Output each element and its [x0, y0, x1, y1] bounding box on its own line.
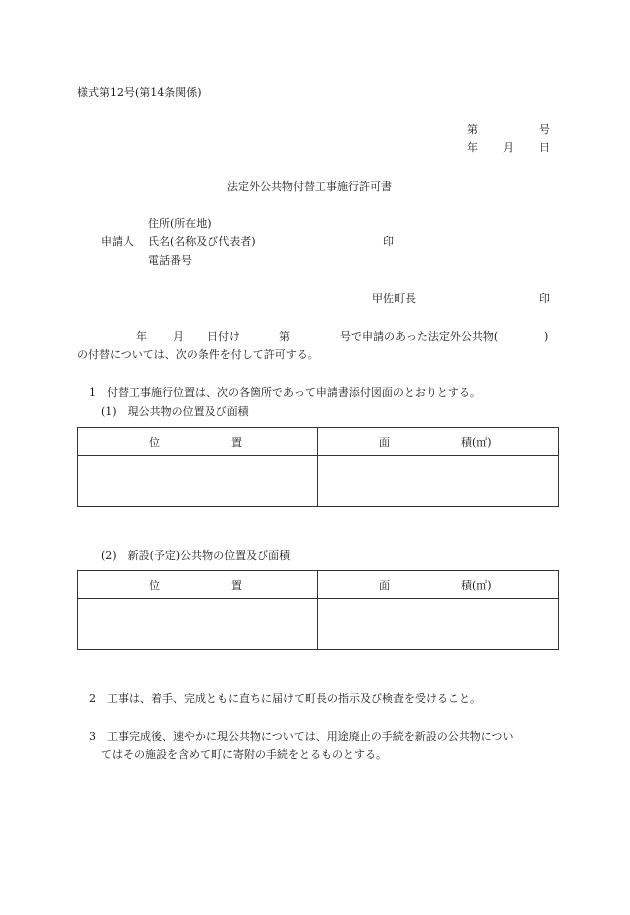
condition-3-line1: 3 工事完成後、速やかに現公共物については、用途廃止の手続を新設の公共物につい — [89, 730, 514, 743]
body-year: 年 — [136, 330, 147, 343]
number-dai: 第 — [467, 123, 478, 136]
issuer-name: 甲佐町長 — [372, 292, 416, 305]
date-day: 日 — [539, 141, 550, 154]
form-number: 様式第12号(第14条関係) — [77, 86, 202, 99]
body-dai: 第 — [279, 330, 290, 343]
body-line2: の付替については、次の条件を付して許可する。 — [77, 348, 319, 361]
current-position-cell[interactable] — [78, 456, 318, 507]
header-area — [318, 428, 559, 456]
applicant-phone: 電話番号 — [148, 254, 192, 267]
number-go: 号 — [539, 123, 550, 136]
header-area — [318, 571, 559, 599]
header-position — [78, 571, 318, 599]
new-area-cell[interactable] — [318, 599, 559, 650]
header-area-b: 積(㎡) — [461, 435, 492, 449]
condition-2: 2 工事は、着手、完成ともに直ちに届けて町長の指示及び検査を受けること。 — [89, 692, 481, 705]
header-position-a: 位 — [149, 578, 160, 592]
applicant-label: 申請人 — [101, 235, 134, 248]
body-text1: 号で申請のあった法定外公共物( — [340, 330, 499, 343]
applicant-address: 住所(所在地) — [148, 217, 212, 230]
condition-3-line2: てはその施設を含めて町に寄附の手続をとるものとする。 — [101, 748, 387, 761]
header-area-a: 面 — [379, 435, 390, 449]
body-close-paren: ) — [544, 330, 549, 343]
new-facility-table — [77, 570, 559, 650]
header-area-b: 積(㎡) — [461, 578, 492, 592]
issuer-seal: 印 — [539, 292, 550, 305]
applicant-seal: 印 — [383, 235, 394, 248]
document-title: 法定外公共物付替工事施行許可書 — [227, 180, 392, 193]
header-position — [78, 428, 318, 456]
date-year: 年 — [467, 141, 478, 154]
header-position-b: 置 — [231, 435, 242, 449]
new-position-cell[interactable] — [78, 599, 318, 650]
date-month: 月 — [503, 141, 514, 154]
header-position-a: 位 — [149, 435, 160, 449]
body-date: 日付け — [207, 330, 240, 343]
current-facility-table — [77, 427, 559, 507]
body-month: 月 — [173, 330, 184, 343]
header-position-b: 置 — [231, 578, 242, 592]
condition-1-sub2: (2) 新設(予定)公共物の位置及び面積 — [101, 549, 291, 562]
current-area-cell[interactable] — [318, 456, 559, 507]
applicant-name: 氏名(名称及び代表者) — [148, 235, 256, 248]
header-area-a: 面 — [379, 578, 390, 592]
condition-1: 1 付替工事施行位置は、次の各箇所であって申請書添付図面のとおりとする。 — [89, 386, 481, 399]
condition-1-sub1: (1) 現公共物の位置及び面積 — [101, 405, 249, 418]
